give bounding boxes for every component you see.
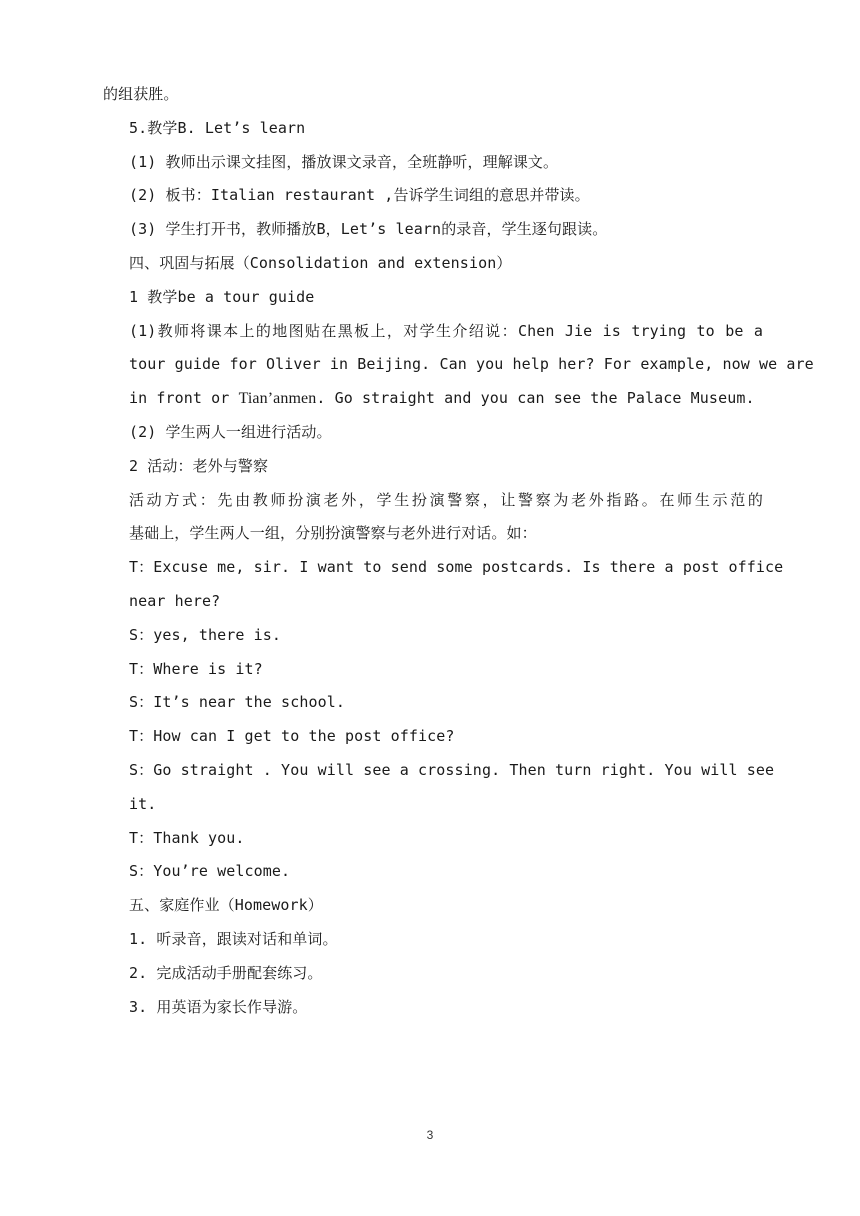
text-line: 基础上，学生两人一组，分别扮演警察与老外进行对话。如： (129, 524, 537, 543)
dialogue-line: S：Go straight . You will see a crossing. Then turn right. You will see (129, 760, 775, 779)
dialogue-line: S：yes, there is. (129, 625, 282, 644)
dialogue-line: T：How can I get to the post office? (129, 727, 455, 746)
homework-item: 2. 完成活动手册配套练习。 (129, 963, 323, 982)
dialogue-line: S：It’s near the school. (129, 693, 345, 712)
text-fragment: in front or (129, 389, 239, 408)
dialogue-line: T：Excuse me, sir. I want to send some postcards. Is there a post office (129, 558, 784, 577)
subsection-heading: 1 教学be a tour guide (129, 287, 315, 306)
text-fragment: . Go straight and you can see the Palace Museum. (316, 389, 755, 408)
subsection-heading: 2 活动：老外与警察 (129, 456, 269, 475)
text-line: (1)教师将课本上的地图贴在黑板上，对学生介绍说：Chen Jie is trying to be a (129, 321, 763, 340)
place-name: Tian’anmen (238, 390, 317, 408)
section-heading: 五、家庭作业（Homework） (129, 896, 323, 915)
dialogue-line: S：You’re welcome. (129, 862, 291, 881)
dialogue-line: near here? (129, 591, 221, 610)
section-heading: 四、巩固与拓展（Consolidation and extension） (129, 253, 512, 272)
text-line: tour guide for Oliver in Beijing. Can you help her? For example, now we are (129, 355, 814, 374)
text-line: (2) 学生两人一组进行活动。 (129, 422, 332, 441)
dialogue-line: T：Thank you. (129, 828, 245, 847)
text-line: (2) 板书：Italian restaurant ,告诉学生词组的意思并带读。 (129, 186, 590, 205)
homework-item: 1. 听录音，跟读对话和单词。 (129, 929, 338, 948)
page-number: 3 (426, 1128, 434, 1142)
dialogue-line: it. (129, 794, 157, 813)
text-line: (1) 教师出示课文挂图，播放课文录音，全班静听，理解课文。 (129, 152, 559, 171)
document-body (103, 78, 814, 1024)
homework-item: 3. 用英语为家长作导游。 (129, 997, 308, 1016)
section-heading: 5.教学B. Let’s learn (129, 118, 306, 137)
text-line: (3) 学生打开书，教师播放B，Let’s learn的录音，学生逐句跟读。 (129, 220, 608, 239)
text-line (103, 382, 763, 416)
text-line: 的组获胜。 (103, 85, 179, 103)
dialogue-line: T：Where is it? (129, 659, 263, 678)
text-line: 活动方式：先由教师扮演老外，学生扮演警察，让警察为老外指路。在师生示范的 (129, 490, 763, 509)
